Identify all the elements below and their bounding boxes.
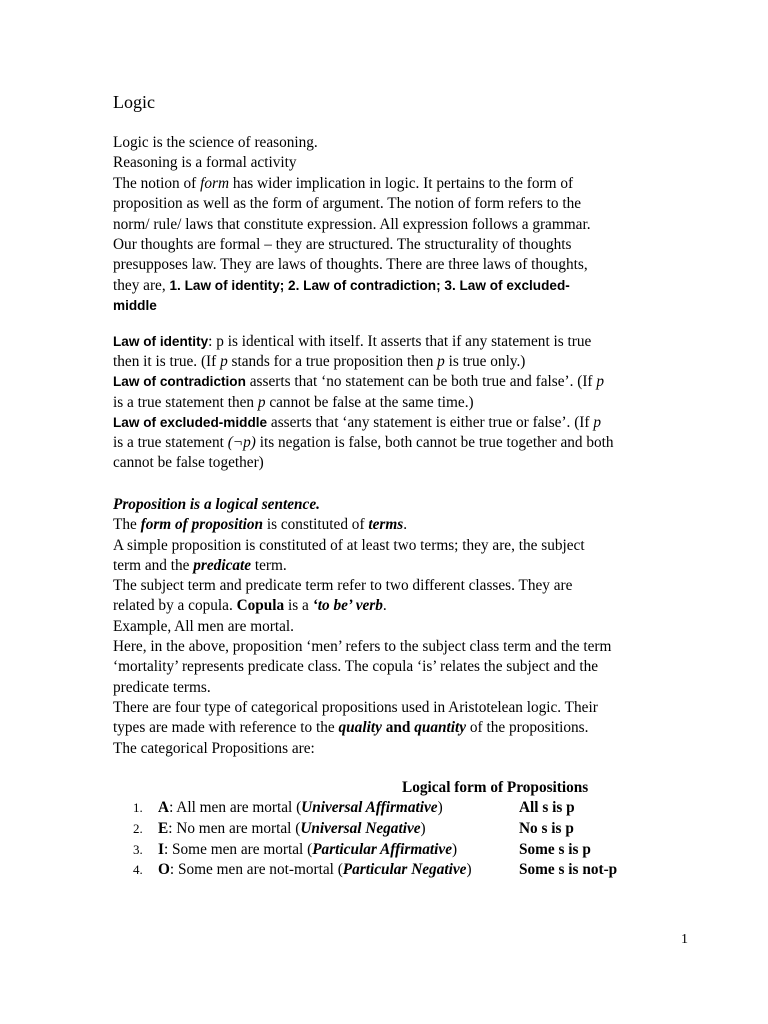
- text-span: term.: [251, 556, 287, 574]
- list-text: [158, 840, 457, 861]
- negation-italic: (¬p): [227, 434, 256, 452]
- text-line: Logic is the science of reasoning.: [113, 134, 318, 151]
- text-line: [113, 718, 611, 738]
- logical-form: Some s is not-p: [519, 861, 618, 879]
- text-span: term and the: [113, 556, 194, 574]
- text-span: .: [403, 516, 408, 534]
- text-span: ): [420, 819, 426, 837]
- text-span: is a true statement: [113, 434, 228, 452]
- page-number: 1: [681, 932, 688, 947]
- page-title: Logic: [113, 92, 155, 112]
- predicate-term: predicate: [193, 556, 252, 574]
- text-line: Here, in the above, proposition ‘men’ refers to the subject class term and the term: [113, 638, 612, 656]
- text-span: is constituted of: [263, 516, 369, 534]
- var-p: p: [220, 353, 228, 371]
- law-identity-term: Law of identity: [113, 334, 209, 349]
- text-span: asserts that ‘no statement can be both true and false’. (If: [245, 373, 597, 391]
- text-span: The notion of: [113, 174, 201, 192]
- logical-form-heading: Logical form of Propositions: [402, 779, 589, 796]
- proposition-type: Particular Affirmative: [312, 840, 452, 858]
- list-number: 3.: [133, 841, 143, 857]
- law-excluded-middle-term: Law of excluded-middle: [113, 414, 268, 430]
- text-span: : All men are mortal (: [169, 799, 302, 816]
- text-span: ): [466, 861, 472, 879]
- text-span: related by a copula.: [113, 597, 237, 615]
- text-span: of the propositions.: [466, 719, 589, 737]
- text-line: [113, 556, 611, 576]
- text-span: is a: [284, 597, 313, 615]
- text-line: [113, 515, 611, 535]
- law-contradiction-term: Law of contradiction: [113, 374, 246, 390]
- quality-term: quality: [338, 719, 382, 737]
- to-be-verb-term: ‘to be’ verb: [312, 597, 383, 615]
- text-span: : Some men are mortal (: [163, 840, 313, 858]
- list-number: 1.: [133, 800, 143, 815]
- laws-paragraph: [113, 332, 614, 473]
- form-italic: form: [200, 174, 229, 192]
- text-span: is true only.): [444, 353, 526, 371]
- text-line: Example, All men are mortal.: [113, 617, 294, 635]
- text-span: ): [452, 840, 458, 858]
- text-span: .: [382, 597, 387, 615]
- text-line: [113, 352, 614, 372]
- list-text: [158, 860, 472, 881]
- var-p: p: [437, 353, 445, 371]
- text-span: they are,: [113, 276, 170, 294]
- text-line: [113, 393, 614, 413]
- text-line: predicate terms.: [113, 678, 211, 696]
- text-line: norm/ rule/ laws that constitute expression. All expression follows a grammar.: [113, 215, 591, 233]
- text-line: ‘mortality’ represents predicate class. The copula ‘is’ relates the subject and the: [113, 658, 599, 676]
- text-span: its negation is false, both cannot be true together and both: [255, 434, 614, 452]
- text-span: cannot be false at the same time.): [265, 393, 474, 411]
- text-span: : No men are mortal (: [168, 819, 301, 837]
- text-span: stands for a true proposition then: [227, 353, 438, 371]
- law-contradiction-line: [113, 372, 614, 392]
- text-line: cannot be false together): [113, 454, 264, 472]
- terms-term: terms: [368, 516, 404, 534]
- proposition-letter: O: [158, 861, 170, 879]
- text-line: [113, 276, 591, 296]
- proposition-paragraph: [113, 495, 611, 759]
- list-number: 4.: [133, 862, 143, 878]
- list-item: [113, 798, 713, 819]
- text-span: has wider implication in logic. It pertains to the form of: [229, 174, 574, 192]
- text-line: The subject term and predicate term refer to two different classes. They are: [113, 577, 573, 595]
- logical-form: All s is p: [519, 799, 575, 816]
- list-text: [158, 798, 443, 819]
- list-item: [113, 860, 713, 881]
- proposition-letter: A: [158, 799, 170, 816]
- form-of-proposition-term: form of proposition: [140, 516, 263, 534]
- and-bold: and: [381, 719, 415, 737]
- proposition-letter: I: [158, 840, 164, 858]
- text-span: then it is true. (If: [113, 353, 221, 371]
- proposition-heading: Proposition is a logical sentence.: [113, 496, 320, 513]
- intro-paragraph: [113, 133, 591, 317]
- text-line: [113, 433, 614, 453]
- quantity-term: quantity: [414, 719, 467, 737]
- var-p: p: [596, 373, 605, 391]
- copula-term: Copula: [236, 597, 285, 615]
- text-span: asserts that ‘any statement is either true or false’. (If: [267, 413, 594, 431]
- text-span: is a true statement then: [113, 393, 258, 411]
- text-line: There are four type of categorical propositions used in Aristotelean logic. Their: [113, 698, 598, 716]
- text-line: Our thoughts are formal – they are structured. The structurality of thoughts: [113, 236, 572, 254]
- proposition-type: Particular Negative: [342, 861, 467, 879]
- laws-list-bold: 1. Law of identity; 2. Law of contradiction; 3. Law of excluded-: [169, 277, 570, 293]
- text-line: proposition as well as the form of argument. The notion of form refers to the: [113, 195, 582, 213]
- var-p: p: [593, 413, 601, 431]
- propositions-list: [113, 798, 713, 881]
- list-item: [113, 819, 713, 840]
- list-number: 2.: [133, 820, 143, 836]
- text-line: [113, 596, 611, 616]
- text-line: A simple proposition is constituted of at least two terms; they are, the subject: [113, 536, 585, 554]
- law-identity-line: [113, 332, 614, 352]
- logical-form: No s is p: [519, 819, 574, 837]
- proposition-type: Universal Affirmative: [301, 799, 438, 816]
- text-line: [113, 174, 591, 194]
- text-line: middle: [113, 298, 157, 314]
- text-line: Reasoning is a formal activity: [113, 154, 297, 172]
- list-item: [113, 840, 713, 861]
- logical-form: Some s is p: [519, 840, 591, 858]
- text-span: : Some men are not-mortal (: [169, 861, 343, 879]
- proposition-type: Universal Negative: [300, 819, 421, 837]
- list-text: [158, 819, 426, 840]
- proposition-letter: E: [158, 819, 169, 837]
- text-span: : p is identical with itself. It asserts that if any statement is true: [208, 333, 592, 350]
- text-line: The categorical Propositions are:: [113, 739, 315, 757]
- text-span: types are made with reference to the: [113, 719, 339, 737]
- text-span: The: [113, 516, 141, 534]
- text-span: ): [437, 799, 443, 816]
- text-line: presupposes law. They are laws of thoughts. There are three laws of thoughts,: [113, 256, 588, 274]
- law-excluded-middle-line: [113, 413, 614, 433]
- var-p: p: [257, 393, 266, 411]
